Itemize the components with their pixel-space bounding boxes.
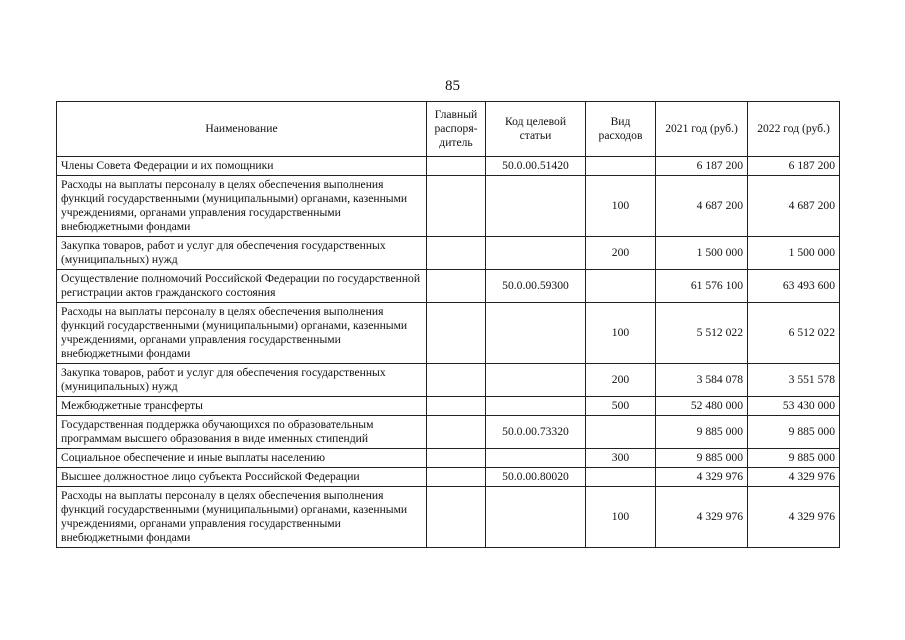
table-row [57, 176, 840, 237]
cell-type [586, 270, 656, 303]
table-header-row [57, 102, 840, 157]
cell-2021: 4 329 976 [656, 487, 748, 548]
cell-2021: 1 500 000 [656, 237, 748, 270]
table-row [57, 449, 840, 468]
cell-name: Расходы на выплаты персоналу в целях обеспечения выполнения функций государственными (муниципальными) органами, казенными учреждениями, органами управления государственными внебюджетными фондами [57, 176, 427, 237]
cell-name: Расходы на выплаты персоналу в целях обеспечения выполнения функций государственными (муниципальными) органами, казенными учреждениями, органами управления государственными внебюджетными фондами [57, 487, 427, 548]
cell-type: 300 [586, 449, 656, 468]
cell-2022: 9 885 000 [748, 416, 840, 449]
cell-type [586, 416, 656, 449]
cell-2021: 4 329 976 [656, 468, 748, 487]
cell-name: Социальное обеспечение и иные выплаты населению [57, 449, 427, 468]
cell-manager [427, 237, 486, 270]
cell-name: Межбюджетные трансферты [57, 397, 427, 416]
cell-manager [427, 303, 486, 364]
cell-2022: 3 551 578 [748, 364, 840, 397]
cell-type: 500 [586, 397, 656, 416]
cell-2021: 3 584 078 [656, 364, 748, 397]
table-row [57, 397, 840, 416]
cell-name: Государственная поддержка обучающихся по образовательным программам высшего образования в виде именных стипендий [57, 416, 427, 449]
cell-2021: 4 687 200 [656, 176, 748, 237]
cell-code [486, 237, 586, 270]
cell-type: 100 [586, 487, 656, 548]
cell-name: Расходы на выплаты персоналу в целях обеспечения выполнения функций государственными (муниципальными) органами, казенными учреждениями, органами управления государственными внебюджетными фондами [57, 303, 427, 364]
cell-2021: 6 187 200 [656, 157, 748, 176]
table-row [57, 416, 840, 449]
cell-code [486, 487, 586, 548]
cell-code: 50.0.00.80020 [486, 468, 586, 487]
cell-manager [427, 364, 486, 397]
cell-type: 100 [586, 176, 656, 237]
cell-type: 100 [586, 303, 656, 364]
cell-code: 50.0.00.59300 [486, 270, 586, 303]
cell-code [486, 303, 586, 364]
table-row [57, 364, 840, 397]
cell-2022: 6 187 200 [748, 157, 840, 176]
cell-2022: 4 329 976 [748, 468, 840, 487]
cell-2022: 4 329 976 [748, 487, 840, 548]
cell-2022: 53 430 000 [748, 397, 840, 416]
cell-type: 200 [586, 364, 656, 397]
cell-2021: 5 512 022 [656, 303, 748, 364]
cell-2022: 63 493 600 [748, 270, 840, 303]
cell-type: 200 [586, 237, 656, 270]
column-header-2021: 2021 год (руб.) [656, 102, 748, 157]
table-row [57, 237, 840, 270]
cell-type [586, 157, 656, 176]
cell-manager [427, 176, 486, 237]
cell-2021: 52 480 000 [656, 397, 748, 416]
cell-2022: 1 500 000 [748, 237, 840, 270]
table-row [57, 270, 840, 303]
cell-manager [427, 157, 486, 176]
table-body [57, 157, 840, 548]
cell-manager [427, 449, 486, 468]
cell-manager [427, 416, 486, 449]
cell-2021: 9 885 000 [656, 449, 748, 468]
cell-name: Члены Совета Федерации и их помощники [57, 157, 427, 176]
cell-2021: 9 885 000 [656, 416, 748, 449]
cell-manager [427, 487, 486, 548]
budget-table [56, 101, 840, 548]
cell-2022: 6 512 022 [748, 303, 840, 364]
cell-name: Закупка товаров, работ и услуг для обеспечения государственных (муниципальных) нужд [57, 364, 427, 397]
cell-code [486, 176, 586, 237]
cell-2021: 61 576 100 [656, 270, 748, 303]
page-number: 85 [445, 78, 460, 94]
cell-name: Высшее должностное лицо субъекта Российской Федерации [57, 468, 427, 487]
table-row [57, 157, 840, 176]
cell-name: Закупка товаров, работ и услуг для обеспечения государственных (муниципальных) нужд [57, 237, 427, 270]
column-header-manager: Главный распоря-дитель [427, 102, 486, 157]
cell-2022: 4 687 200 [748, 176, 840, 237]
table-row [57, 487, 840, 548]
cell-code [486, 364, 586, 397]
column-header-code: Код целевой статьи [486, 102, 586, 157]
cell-code: 50.0.00.73320 [486, 416, 586, 449]
cell-code [486, 397, 586, 416]
column-header-name: Наименование [57, 102, 427, 157]
cell-code [486, 449, 586, 468]
cell-code: 50.0.00.51420 [486, 157, 586, 176]
table-row [57, 468, 840, 487]
cell-type [586, 468, 656, 487]
cell-name: Осуществление полномочий Российской Федерации по государственной регистрации актов гражданского состояния [57, 270, 427, 303]
cell-manager [427, 468, 486, 487]
table-row [57, 303, 840, 364]
cell-manager [427, 270, 486, 303]
column-header-2022: 2022 год (руб.) [748, 102, 840, 157]
column-header-type: Вид расходов [586, 102, 656, 157]
cell-manager [427, 397, 486, 416]
cell-2022: 9 885 000 [748, 449, 840, 468]
